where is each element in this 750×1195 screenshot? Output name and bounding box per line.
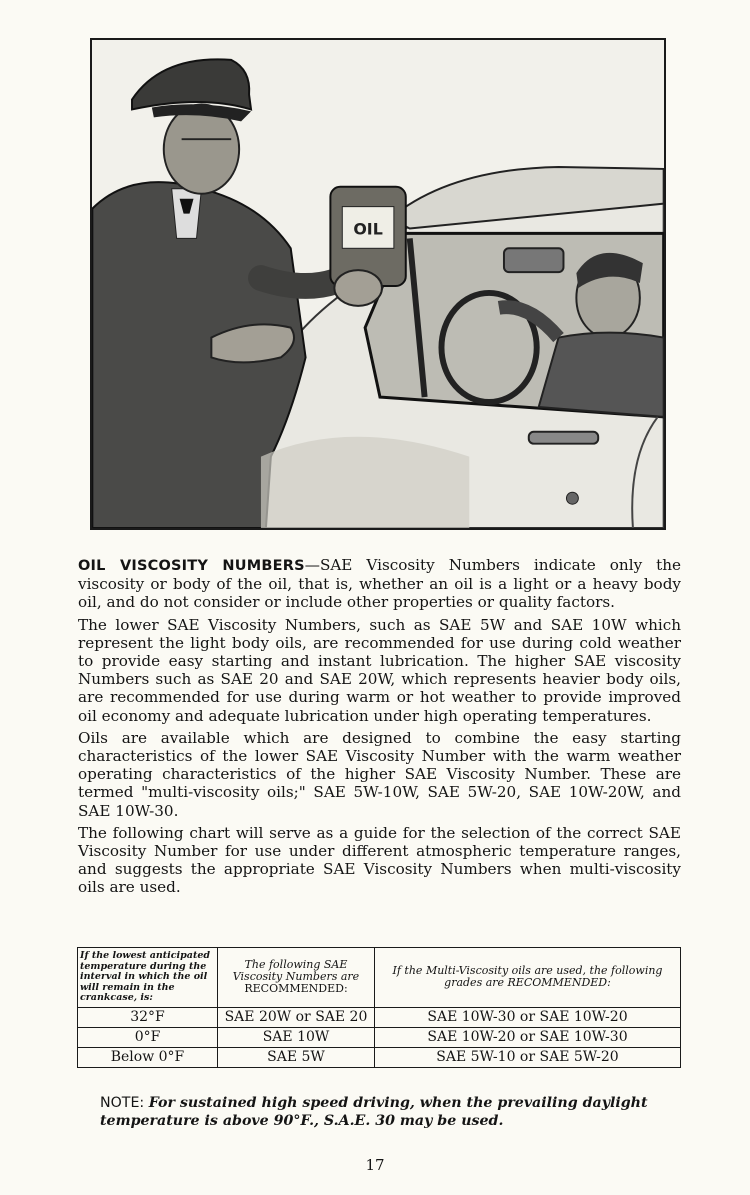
paragraph-3: Oils are available which are designed to combine the easy starting characteristics of the lower SAE Viscosity Number with the warm weather operating characteristics of the higher SAE Viscosity Number. These are termed "multi-viscosity oils;" SAE 5W-10W, SAE 5W-20, SAE 10W-20W, and SAE 10W-30.: [78, 728, 681, 820]
viscosity-chart: [77, 947, 681, 1068]
cell-temp: 0°F: [78, 1027, 218, 1047]
viscosity-text: [78, 556, 681, 901]
header-sae-recommended: RECOMMENDED:: [244, 982, 348, 996]
can-label: OIL: [353, 219, 383, 239]
illustration-attendant-and-driver: [90, 38, 666, 530]
cell-multi: SAE 5W-10 or SAE 5W-20: [375, 1047, 681, 1067]
header-temperature: If the lowest anticipated temperature during the interval in which the oil will remain in the crankcase, is:: [78, 948, 218, 1008]
page-number: 17: [365, 1156, 385, 1174]
paragraph-2: The lower SAE Viscosity Numbers, such as SAE 5W and SAE 10W which represent the light body oils, are recommended for use during cold weather to provide easy starting and instant lubrication. The higher SAE viscosity Numbers such as SAE 20 and SAE 20W, which represents heavier body oils, are recommended for use during warm or hot weather to provide improved oil economy and adequate lubrication under high operating temperatures.: [78, 615, 681, 725]
paragraph-1-text: —SAE Viscosity Numbers indicate only the viscosity or body of the oil, that is, whether an oil is a light or a heavy body oil, and do not consider or include other properties or quality factors.: [78, 556, 682, 612]
section-heading: OIL VISCOSITY NUMBERS: [78, 558, 305, 574]
note: [100, 1094, 690, 1130]
cell-temp: Below 0°F: [78, 1047, 218, 1067]
table-row: [78, 1027, 681, 1047]
cell-multi: SAE 10W-30 or SAE 10W-20: [375, 1007, 681, 1027]
note-body: For sustained high speed driving, when the prevailing daylight temperature is above 90°F., S.A.E. 30 may be used.: [100, 1095, 648, 1129]
paragraph-4: The following chart will serve as a guide for the selection of the correct SAE Viscosity Number for use under different atmospheric temperature ranges, and suggests the appropriate SAE Viscosity Numbers when multi-viscosity oils are used.: [78, 823, 681, 897]
illustration-drawing: [92, 40, 664, 528]
header-multi-text: If the Multi-Viscosity oils are used, the following grades are RECOMMENDED:: [392, 964, 663, 990]
cell-multi: SAE 10W-20 or SAE 10W-30: [375, 1027, 681, 1047]
cell-sae: SAE 10W: [218, 1027, 375, 1047]
cell-sae: SAE 5W: [218, 1047, 375, 1067]
header-sae-numbers: [218, 948, 375, 1008]
paragraph-1: [78, 556, 681, 612]
cell-sae: SAE 20W or SAE 20: [218, 1007, 375, 1027]
note-label: NOTE:: [100, 1095, 145, 1111]
cell-temp: 32°F: [78, 1007, 218, 1027]
chart-header-row: [78, 948, 681, 1008]
header-sae-italic: The following SAE Viscosity Numbers are: [232, 958, 360, 984]
table-row: [78, 1007, 681, 1027]
table-row: [78, 1047, 681, 1067]
header-multi-viscosity: [375, 948, 681, 1008]
